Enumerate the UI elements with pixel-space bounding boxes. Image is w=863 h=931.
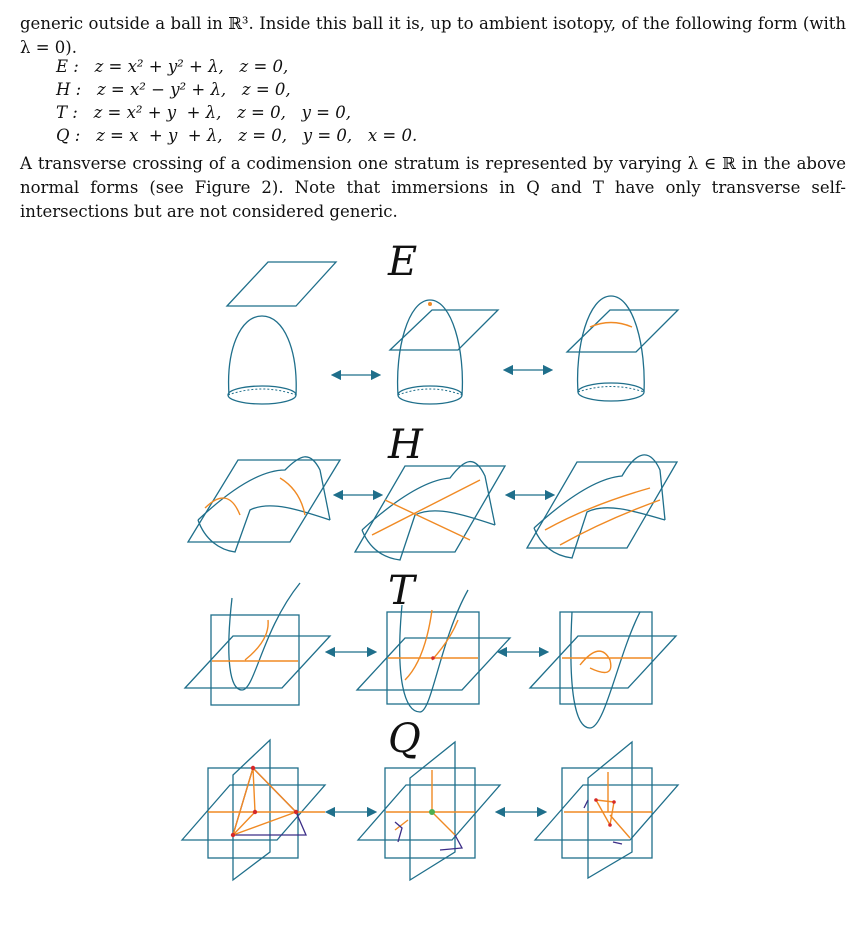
vertical-plane (211, 615, 299, 705)
base-hidden (228, 389, 296, 395)
horizontal-plane (357, 638, 510, 690)
normal-form-equation: z = x + y + λ, z = 0, y = 0, x = 0. (96, 126, 418, 145)
plane (390, 310, 498, 350)
crossing-point (431, 656, 435, 660)
plane (188, 460, 340, 542)
intersection-cross (372, 480, 480, 540)
plane (527, 462, 677, 548)
intersection-curves (545, 488, 660, 545)
tilted-plane-fragments (395, 822, 462, 850)
triple-point (612, 800, 616, 804)
e-panel-3 (567, 296, 678, 401)
saddle-top (198, 457, 330, 520)
paraboloid-base (228, 386, 296, 404)
paragraph-transverse: A transverse crossing of a codimension one stratum is represented by varying λ ∈ ℝ in the above normal forms (see Figure 2). Note that immersions in Q and T have only transverse self-intersections but are not considered generic. (20, 154, 846, 221)
normal-form-label: T : (56, 103, 78, 122)
normal-form-label: E : (56, 57, 79, 76)
normal-form-equation: z = x² + y² + λ, z = 0, (94, 57, 289, 76)
vertical-plane-1 (562, 768, 652, 858)
q-panel-2 (358, 742, 500, 880)
row-label-h: H (388, 422, 423, 468)
e-panel-2 (390, 300, 498, 404)
triple-point (231, 833, 235, 837)
intersection-curves (212, 620, 298, 661)
normal-form-label: H : (56, 80, 82, 99)
q-panel-3 (535, 742, 678, 878)
row-t (185, 583, 676, 728)
base-hidden (578, 387, 644, 393)
plane (355, 466, 505, 552)
intersection-curves (562, 651, 652, 672)
q-panel-1 (182, 740, 325, 880)
vertical-plane-2 (233, 740, 270, 880)
t-panel-2 (357, 590, 510, 712)
e-panel-1 (227, 262, 336, 404)
row-label-q: Q (388, 716, 421, 762)
row-q (182, 740, 678, 880)
row-e (227, 262, 678, 404)
normal-form-equation: z = x² + y + λ, z = 0, y = 0, (93, 103, 351, 122)
t-panel-3 (530, 612, 676, 728)
h-panel-2 (355, 462, 505, 560)
normal-form-equation: z = x² − y² + λ, z = 0, (96, 80, 291, 99)
intersection-lines (208, 768, 325, 835)
normal-form-label: Q : (56, 126, 81, 145)
plane (227, 262, 336, 306)
row-label-t: T (388, 568, 415, 614)
triple-point (594, 798, 598, 802)
triple-point (608, 823, 612, 827)
horizontal-plane (530, 636, 676, 688)
paragraph-intro: generic outside a ball in ℝ³. Inside this ball it is, up to ambient isotopy, of the following form (with λ = 0). (20, 14, 846, 57)
horizontal-plane (185, 636, 330, 688)
paraboloid (398, 300, 463, 395)
paraboloid-base (578, 383, 644, 401)
paraboloid (229, 316, 297, 395)
row-label-e: E (388, 239, 418, 285)
intersection-lines (564, 772, 652, 838)
saddle-bottom (198, 506, 330, 552)
h-panel-1 (188, 457, 340, 552)
triple-point (294, 810, 298, 814)
parabolic-surface (571, 612, 640, 728)
t-panel-1 (185, 583, 330, 705)
quadruple-point (429, 809, 435, 815)
triple-point (253, 810, 257, 814)
intersection-curves (205, 478, 305, 515)
intersection-curves (388, 610, 478, 680)
triple-point (251, 766, 255, 770)
h-panel-3 (527, 455, 677, 558)
tangency-point (428, 302, 432, 306)
base-hidden (398, 389, 462, 395)
row-h (188, 455, 677, 560)
